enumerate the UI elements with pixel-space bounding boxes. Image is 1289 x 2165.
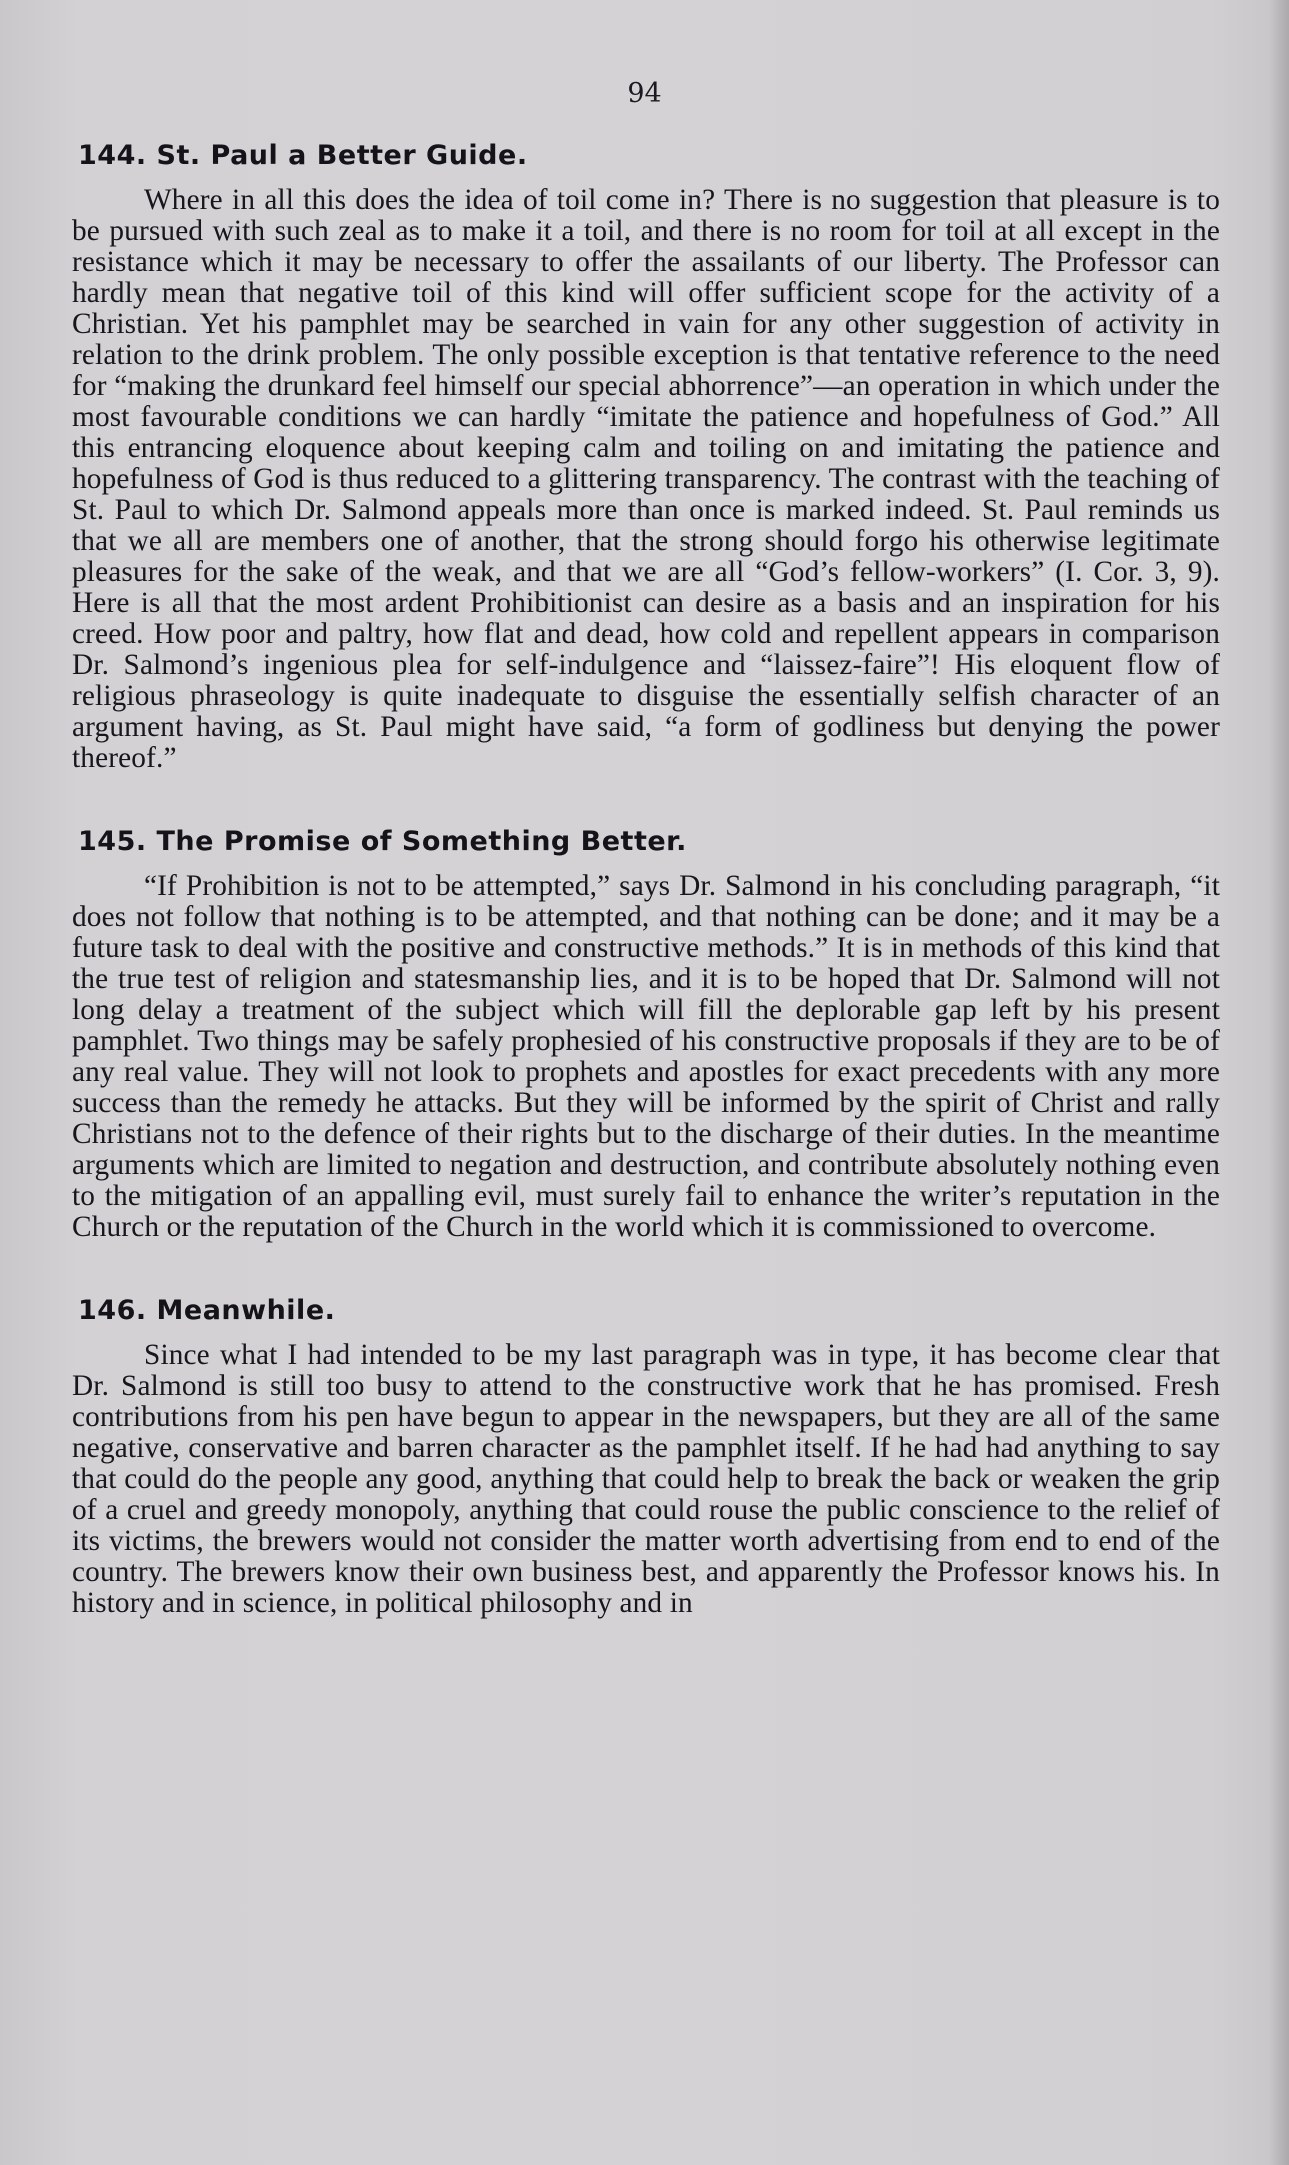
section-144	[72, 140, 1220, 774]
page-content	[72, 140, 1220, 1619]
page-number: 94	[627, 78, 662, 109]
page-edge-shadow	[1269, 0, 1289, 2165]
section-heading: 146. Meanwhile.	[78, 1295, 336, 1326]
section-145	[72, 826, 1220, 1243]
section-146	[72, 1295, 1220, 1619]
section-paragraph: Where in all this does the idea of toil come in? There is no suggestion that pleasure is to be pursued with such zeal as to make it a toil, and there is no room for toil at all except in the resistance which it may be necessary to offer the assailants of our liberty. The Professor can hardly mean that negative toil of this kind will offer sufficient scope for the activity of a Christian. Yet his pamphlet may be searched in vain for any other suggestion of activity in relation to the drink problem. The only possible exception is that tentative reference to the need for “making the drunkard feel himself our special abhorrence”—an operation in which under the most favourable conditions we can hardly “imitate the patience and hopefulness of God.” All this entrancing eloquence about keeping calm and toiling on and imitating the patience and hopefulness of God is thus reduced to a glittering transparency. The contrast with the teaching of St. Paul to which Dr. Salmond appeals more than once is marked indeed. St. Paul reminds us that we all are members one of another, that the strong should forgo his otherwise legitimate pleasures for the sake of the weak, and that we are all “God’s fellow-workers” (I. Cor. 3, 9). Here is all that the most ardent Prohibitionist can desire as a basis and an inspiration for his creed. How poor and paltry, how flat and dead, how cold and repellent appears in comparison Dr. Salmond’s ingenious plea for self-indulgence and “laissez-faire”! His eloquent flow of religious phraseology is quite inadequate to disguise the essentially selfish character of an argument having, as St. Paul might have said, “a form of godliness but denying the power thereof.”	[72, 184, 1221, 774]
section-paragraph: Since what I had intended to be my last paragraph was in type, it has become clear that Dr. Salmond is still too busy to attend to the constructive work that he has promised. Fresh contributions from his pen have begun to appear in the newspapers, but they are all of the same negative, conservative and barren character as the pamphlet itself. If he had had anything to say that could do the people any good, anything that could help to break the back or weaken the grip of a cruel and greedy monopoly, anything that could rouse the public conscience to the relief of its victims, the brewers would not consider the matter worth advertising from end to end of the country. The brewers know their own business best, and apparently the Professor knows his. In history and in science, in political philosophy and in	[72, 1339, 1220, 1619]
section-heading: 144. St. Paul a Better Guide.	[78, 140, 528, 171]
section-paragraph: “If Prohibition is not to be attempted,” says Dr. Salmond in his concluding paragraph, “it does not follow that nothing is to be attempted, and that nothing can be done; and it may be a future task to deal with the positive and constructive methods.” It is in methods of this kind that the true test of religion and statesmanship lies, and it is to be hoped that Dr. Salmond will not long delay a treatment of the subject which will fill the deplorable gap left by his present pamphlet. Two things may be safely prophesied of his constructive proposals if they are to be of any real value. They will not look to prophets and apostles for exact precedents with any more success than the remedy he attacks. But they will be informed by the spirit of Christ and rally Christians not to the defence of their rights but to the discharge of their duties. In the meantime arguments which are limited to negation and destruction, and contribute absolutely nothing even to the mitigation of an appalling evil, must surely fail to enhance the writer’s reputation in the Church or the reputation of the Church in the world which it is commissioned to overcome.	[72, 870, 1220, 1243]
section-heading: 145. The Promise of Something Better.	[78, 826, 687, 857]
